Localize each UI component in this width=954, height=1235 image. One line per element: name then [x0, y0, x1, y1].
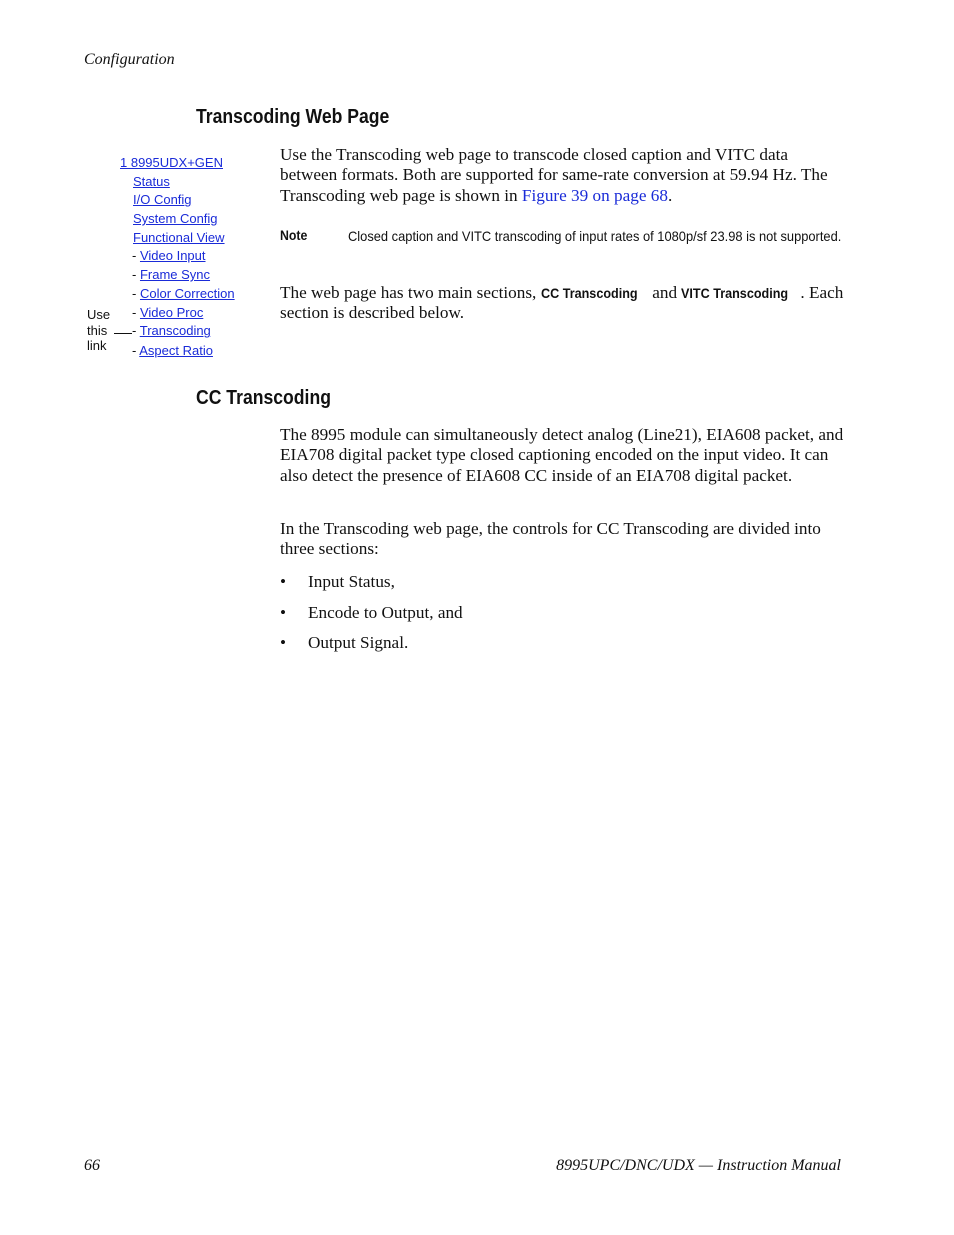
- nav-link-status[interactable]: Status: [133, 173, 170, 189]
- list-item: [280, 603, 845, 634]
- sections-text: The web page has two main sections,: [280, 283, 541, 302]
- nav-dash: -: [132, 285, 137, 301]
- figure-reference-link[interactable]: Figure 39 on page 68: [521, 185, 668, 205]
- nav-dash: -: [132, 267, 137, 283]
- callout-pointer-line: [114, 333, 132, 334]
- nav-dash: -: [132, 248, 137, 264]
- manual-title: 8995UPC/DNC/UDX — Instruction Manual: [556, 1157, 841, 1174]
- cc-detect-paragraph: The 8995 module can simultaneously detect analog (Line21), EIA608 packet, and EIA708 digital packet type closed captioning encoded on the input video. It can also detect the presence of EIA608 CC inside of an EIA708 digital packet.: [280, 425, 844, 485]
- sections-text-end: . Each section is described below.: [280, 283, 844, 323]
- callout-line: Use: [87, 307, 111, 322]
- list-item-text: Input Status,: [308, 572, 395, 591]
- list-item: [280, 572, 845, 603]
- nav-link-root[interactable]: 1 8995UDX+GEN: [120, 155, 223, 170]
- sections-paragraph: [280, 283, 845, 324]
- page-number: 66: [84, 1157, 100, 1174]
- intro-text-end: .: [667, 185, 673, 205]
- nav-link-color-correction[interactable]: Color Correction: [139, 285, 235, 301]
- intro-paragraph: [280, 145, 845, 206]
- list-item: [280, 633, 845, 664]
- section-heading-cc-transcoding: CC Transcoding: [196, 387, 331, 409]
- bullet-glyph: •: [280, 633, 287, 652]
- nav-dash: -: [132, 323, 137, 339]
- nav-link-aspect-ratio[interactable]: Aspect Ratio: [139, 342, 213, 358]
- nav-link-io-config[interactable]: I/O Config: [133, 192, 192, 208]
- nav-dash: -: [132, 304, 137, 320]
- nav-link-video-input[interactable]: Video Input: [139, 248, 206, 264]
- nav-tree: [120, 154, 235, 361]
- section-heading-transcoding-web-page: Transcoding Web Page: [196, 106, 390, 128]
- list-item-text: Output Signal.: [308, 633, 409, 652]
- nav-link-functional-view[interactable]: Functional View: [133, 229, 225, 245]
- nav-link-transcoding[interactable]: Transcoding: [139, 323, 211, 339]
- intro-text: Use the Transcoding web page to transcode closed caption and VITC data between formats. Both are supported for same-rate conversion at 59.94 Hz. The Transcoding web page is shown in: [280, 145, 828, 205]
- list-item-text: Encode to Output, and: [308, 602, 463, 622]
- callout-label: [87, 307, 110, 354]
- bullet-glyph: •: [280, 602, 287, 622]
- nav-link-system-config[interactable]: System Config: [133, 211, 218, 227]
- sections-text-mid: and: [647, 283, 682, 302]
- nav-link-video-proc[interactable]: Video Proc: [139, 304, 204, 320]
- note-text: Closed caption and VITC transcoding of input rates of 1080p/sf 23.98 is not supported.: [348, 228, 842, 244]
- nav-link-frame-sync[interactable]: Frame Sync: [139, 267, 211, 283]
- nav-dash: -: [132, 342, 137, 358]
- cc-sections-list: [280, 572, 845, 664]
- term-cc-transcoding: CC Transcoding: [540, 285, 638, 301]
- callout-line: link: [87, 338, 107, 353]
- callout-line: this: [87, 322, 108, 338]
- bullet-glyph: •: [280, 572, 287, 591]
- running-header: Configuration: [84, 51, 175, 68]
- note-label: Note: [280, 227, 308, 243]
- cc-controls-paragraph: In the Transcoding web page, the controls for CC Transcoding are divided into three sections:: [280, 519, 821, 559]
- nav-root: [120, 154, 235, 173]
- term-vitc-transcoding: VITC Transcoding: [681, 285, 789, 301]
